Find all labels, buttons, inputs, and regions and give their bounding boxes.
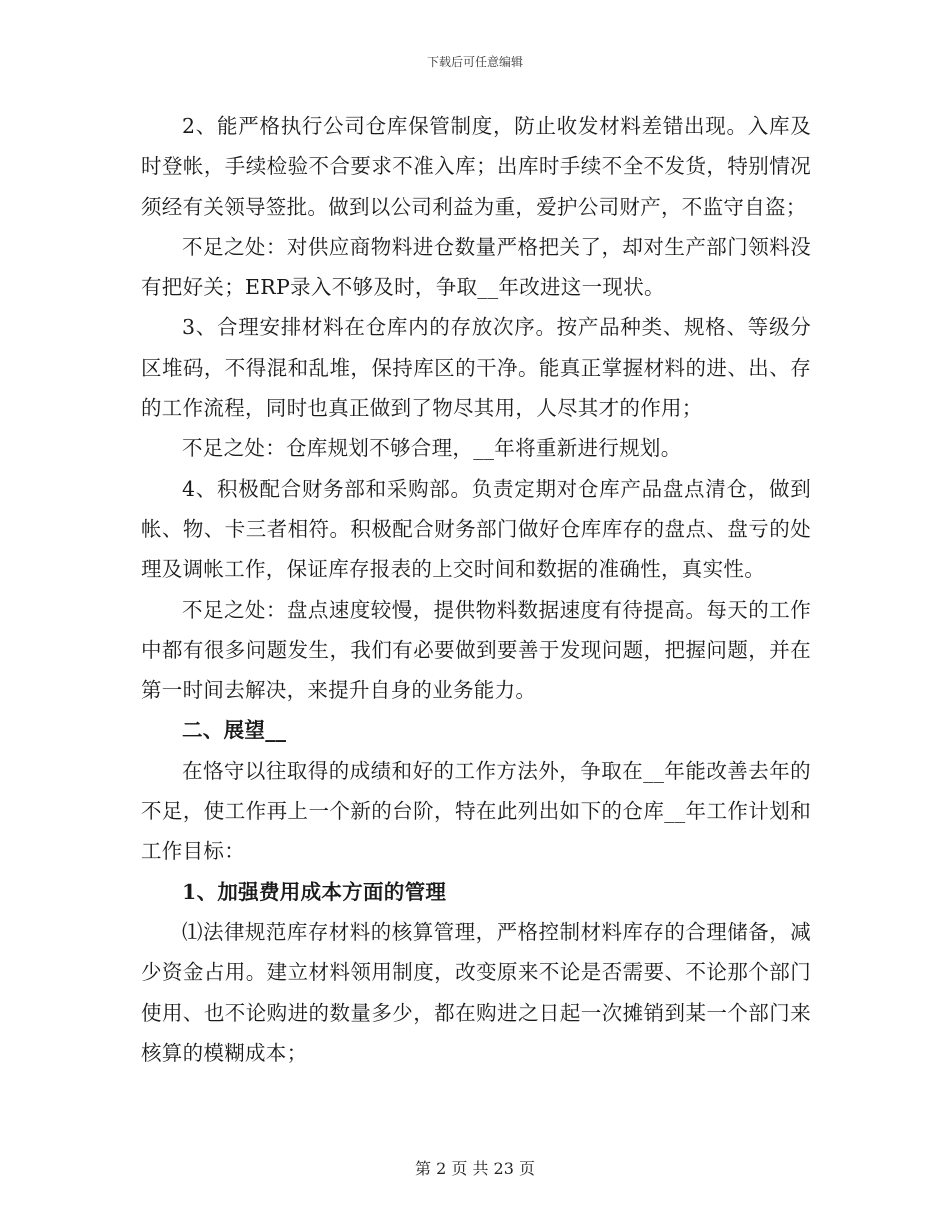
paragraph: 不足之处：仓库规划不够合理，__年将重新进行规划。 [182, 436, 682, 461]
header-note: 下载后可任意编辑 [426, 55, 523, 69]
subsection-heading: 1、加强费用成本方面的管理 [182, 879, 447, 904]
paragraph: 不足之处：盘点速度较慢，提供物料数据速度有待提高。每天的工作中都有很多问题发生，我们有必要做到要善于发现问题，把握问题，并在第一时间去解决，来提升自身的业务能力。 [141, 597, 811, 703]
document-body [141, 106, 811, 1073]
paragraph: 2、能严格执行公司仓库保管制度，防止收发材料差错出现。入库及时登帐，手续检验不合要求不准入库；出库时手续不全不发货，特别情况须经有关领导签批。做到以公司利益为重，爱护公司财产，不监守自盗； [141, 114, 811, 219]
paragraph: 在恪守以往取得的成绩和好的工作方法外，争取在__年能改善去年的不足，使工作再上一个新的台阶，特在此列出如下的仓库__年工作计划和工作目标： [141, 758, 811, 864]
section-heading: 二、展望__ [182, 718, 287, 743]
paragraph: 不足之处：对供应商物料进仓数量严格把关了，却对生产部门领料没有把好关；ERP录入不够及时，争取__年改进这一现状。 [141, 234, 811, 300]
paragraph: ⑴法律规范库存材料的核算管理，严格控制材料库存的合理储备，减少资金占用。建立材料领用制度，改变原来不论是否需要、不论那个部门使用、也不论购进的数量多少，都在购进之日起一次摊销到某一个部门来核算的模糊成本； [141, 919, 811, 1065]
paragraph: 4、积极配合财务部和采购部。负责定期对仓库产品盘点清仓，做到帐、物、卡三者相符。积极配合财务部门做好仓库库存的盘点、盘亏的处理及调帐工作，保证库存报表的上交时间和数据的准确性，真实性。 [141, 476, 811, 582]
paragraph: 3、合理安排材料在仓库内的存放次序。按产品种类、规格、等级分区堆码，不得混和乱堆，保持库区的干净。能真正掌握材料的进、出、存的工作流程，同时也真正做到了物尽其用，人尽其才的作用； [141, 315, 811, 421]
page-number: 第 2 页 共 23 页 [415, 1159, 535, 1178]
